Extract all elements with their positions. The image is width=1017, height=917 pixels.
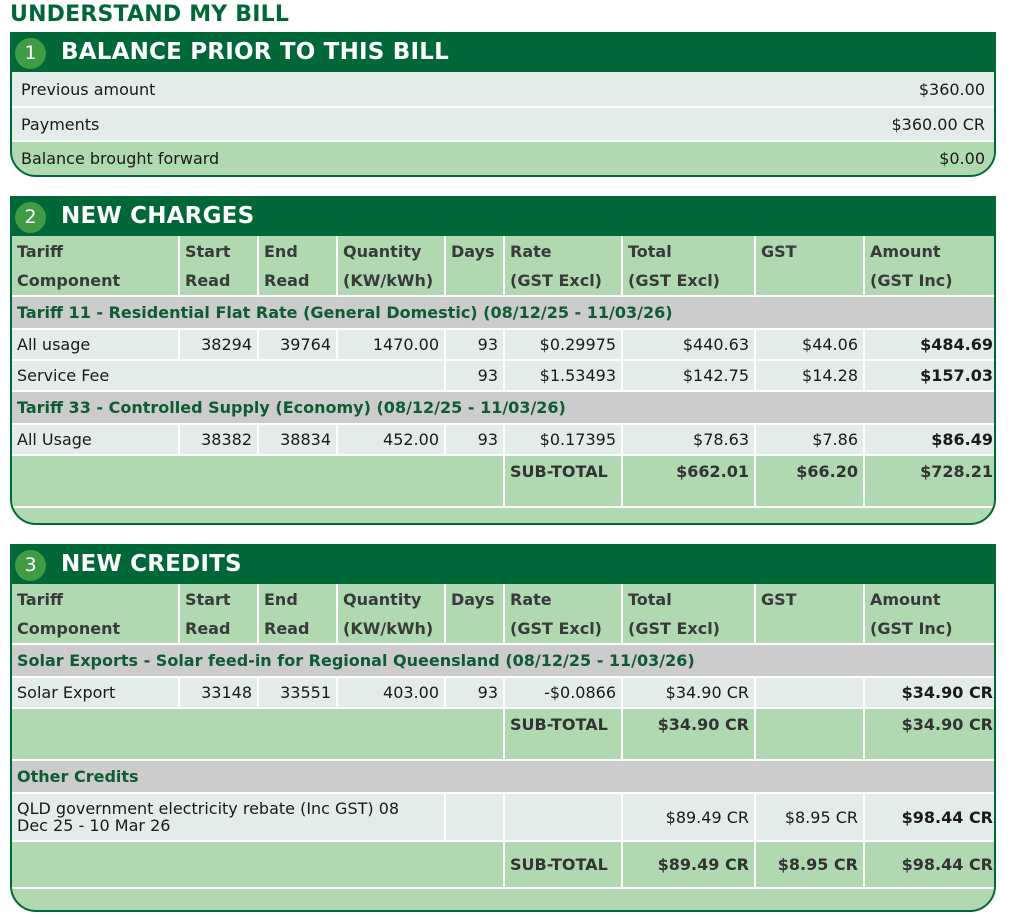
tariff-group-row	[12, 644, 996, 677]
payments-row	[12, 106, 994, 140]
subtotal-amount: $98.44 CR	[864, 841, 996, 888]
col-header-quantity: Quantity (KW/kWh)	[337, 236, 445, 296]
cell-rate: -$0.0866	[504, 677, 622, 708]
cell-amount: $98.44 CR	[864, 793, 996, 841]
cell-amount: $157.03	[864, 360, 996, 391]
cell-days: 93	[445, 329, 504, 360]
subtotal-gst: $8.95 CR	[755, 841, 864, 888]
col-header-rate: Rate (GST Excl)	[504, 236, 622, 296]
cell-quantity: 403.00	[337, 677, 445, 708]
table-header-row	[12, 584, 996, 644]
cell-amount: $484.69	[864, 329, 996, 360]
subtotal-spacer	[12, 708, 504, 760]
section-title: NEW CREDITS	[61, 551, 242, 577]
cell-amount: $86.49	[864, 424, 996, 455]
cell-name: All usage	[12, 329, 179, 360]
cell-total: $440.63	[622, 329, 755, 360]
cell-days: 93	[445, 677, 504, 708]
group-label: Other Credits	[12, 760, 996, 793]
cell-name: QLD government electricity rebate (Inc GST) 08 Dec 25 - 10 Mar 26	[12, 793, 445, 841]
row-value: $0.00	[939, 148, 985, 168]
cell-gst: $14.28	[755, 360, 864, 391]
col-header-end: End Read	[258, 584, 337, 644]
cell-days	[445, 793, 504, 841]
cell-gst: $8.95 CR	[755, 793, 864, 841]
cell-total: $34.90 CR	[622, 677, 755, 708]
previous-amount-row	[12, 72, 994, 106]
table-row	[12, 424, 996, 455]
subtotal-label: SUB-TOTAL	[504, 841, 622, 888]
table-row	[12, 793, 996, 841]
col-header-end: End Read	[258, 236, 337, 296]
col-header-amount: Amount (GST Inc)	[864, 236, 996, 296]
col-header-tariff: Tariff Component	[12, 236, 179, 296]
cell-days: 93	[445, 424, 504, 455]
col-header-total: Total (GST Excl)	[622, 236, 755, 296]
balance-prior-section	[10, 32, 996, 177]
cell-rate: $0.17395	[504, 424, 622, 455]
credits-table	[12, 584, 996, 889]
section-number-badge: 1	[15, 38, 46, 69]
cell-name: Service Fee	[12, 360, 445, 391]
cell-start: 38294	[179, 329, 258, 360]
col-header-quantity: Quantity (KW/kWh)	[337, 584, 445, 644]
section-header	[12, 198, 994, 236]
col-header-gst: GST	[755, 584, 864, 644]
row-value: $360.00	[918, 79, 985, 99]
row-value: $360.00 CR	[891, 114, 985, 134]
new-charges-section	[10, 196, 996, 525]
row-label: Balance brought forward	[21, 148, 220, 168]
group-label: Tariff 33 - Controlled Supply (Economy) (08/12/25 - 11/03/26)	[12, 391, 996, 424]
cell-rate	[504, 793, 622, 841]
row-label: Payments	[21, 114, 100, 134]
subtotal-gst	[755, 708, 864, 760]
table-row	[12, 329, 996, 360]
subtotal-spacer	[12, 455, 504, 507]
cell-end: 39764	[258, 329, 337, 360]
cell-gst	[755, 677, 864, 708]
cell-rate: $1.53493	[504, 360, 622, 391]
section-header	[12, 546, 994, 584]
new-credits-section	[10, 544, 996, 912]
charges-table	[12, 236, 996, 508]
subtotal-amount: $34.90 CR	[864, 708, 996, 760]
cell-start: 38382	[179, 424, 258, 455]
col-header-amount: Amount (GST Inc)	[864, 584, 996, 644]
row-label: Previous amount	[21, 79, 156, 99]
subtotal-row	[12, 455, 996, 507]
subtotal-total: $34.90 CR	[622, 708, 755, 760]
subtotal-label: SUB-TOTAL	[504, 708, 622, 760]
cell-end: 33551	[258, 677, 337, 708]
cell-total: $89.49 CR	[622, 793, 755, 841]
cell-end: 38834	[258, 424, 337, 455]
subtotal-row	[12, 708, 996, 760]
section-number-badge: 3	[15, 550, 46, 581]
section-title: BALANCE PRIOR TO THIS BILL	[61, 39, 449, 65]
cell-total: $142.75	[622, 360, 755, 391]
group-label: Solar Exports - Solar feed-in for Regional Queensland (08/12/25 - 11/03/26)	[12, 644, 996, 677]
table-row	[12, 677, 996, 708]
col-header-total: Total (GST Excl)	[622, 584, 755, 644]
subtotal-amount: $728.21	[864, 455, 996, 507]
subtotal-total: $662.01	[622, 455, 755, 507]
subtotal-gst: $66.20	[755, 455, 864, 507]
cell-rate: $0.29975	[504, 329, 622, 360]
col-header-tariff: Tariff Component	[12, 584, 179, 644]
cell-name: All Usage	[12, 424, 179, 455]
tariff-group-row	[12, 391, 996, 424]
table-header-row	[12, 236, 996, 296]
cell-total: $78.63	[622, 424, 755, 455]
section-number-badge: 2	[15, 202, 46, 233]
col-header-gst: GST	[755, 236, 864, 296]
cell-gst: $7.86	[755, 424, 864, 455]
balance-forward-row	[12, 140, 994, 174]
col-header-days: Days	[445, 584, 504, 644]
col-header-rate: Rate (GST Excl)	[504, 584, 622, 644]
other-credits-group-row	[12, 760, 996, 793]
cell-name: Solar Export	[12, 677, 179, 708]
subtotal-label: SUB-TOTAL	[504, 455, 622, 507]
cell-days: 93	[445, 360, 504, 391]
col-header-start: Start Read	[179, 584, 258, 644]
section-header	[12, 34, 994, 72]
subtotal-total: $89.49 CR	[622, 841, 755, 888]
col-header-start: Start Read	[179, 236, 258, 296]
group-label: Tariff 11 - Residential Flat Rate (General Domestic) (08/12/25 - 11/03/26)	[12, 296, 996, 329]
col-header-days: Days	[445, 236, 504, 296]
cell-amount: $34.90 CR	[864, 677, 996, 708]
cell-quantity: 1470.00	[337, 329, 445, 360]
tariff-group-row	[12, 296, 996, 329]
page-title: UNDERSTAND MY BILL	[10, 2, 290, 27]
cell-gst: $44.06	[755, 329, 864, 360]
subtotal-row	[12, 841, 996, 888]
cell-quantity: 452.00	[337, 424, 445, 455]
cell-start: 33148	[179, 677, 258, 708]
subtotal-spacer	[12, 841, 504, 888]
table-row	[12, 360, 996, 391]
section-title: NEW CHARGES	[61, 203, 255, 229]
